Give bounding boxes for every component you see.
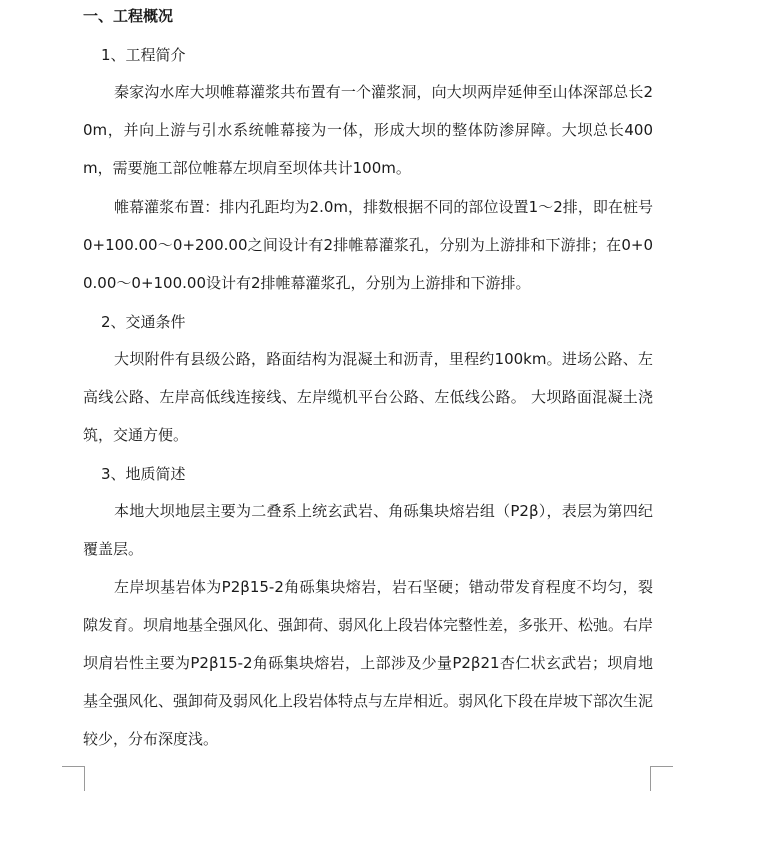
page-margin-corner-left <box>62 766 85 791</box>
paragraph-project-intro-1: 秦家沟水库大坝帷幕灌浆共布置有一个灌浆洞，向大坝两岸延伸至山体深部总长20m，并向上游与引水系统帷幕接为一体，形成大坝的整体防渗屏障。大坝总长400m，需要施工部位帷幕左坝肩至坝体共计100m。 <box>83 83 653 177</box>
paragraph-geology-2: 左岸坝基岩体为P2β15-2角砾集块熔岩，岩石坚硬；错动带发育程度不均匀，裂隙发育。坝肩地基全强风化、强卸荷、弱风化上段岩体完整性差，多张开、松弛。右岸坝肩岩性主要为P2β15-2角砾集块熔岩，上部涉及少量P2β21杏仁状玄武岩；坝肩地基全强风化、强卸荷及弱风化上段岩体特点与左岸相近。弱风化下段在岸坡下部次生泥较少，分布深度浅。 <box>83 578 654 748</box>
paragraph-geology-1: 本地大坝地层主要为二叠系上统玄武岩、角砾集块熔岩组（P2β），表层为第四纪覆盖层。 <box>83 502 653 558</box>
subheading-traffic: 2、交通条件 <box>101 313 186 331</box>
section-heading-overview: 一、工程概况 <box>83 7 174 25</box>
page-margin-corner-right <box>650 766 673 791</box>
paragraph-traffic: 大坝附件有县级公路，路面结构为混凝土和沥青，里程约100km。进场公路、左高线公路、左岸高低线连接线、左岸缆机平台公路、左低线公路。 大坝路面混凝土浇筑，交通方便。 <box>83 350 653 444</box>
paragraph-project-intro-2: 帷幕灌浆布置：排内孔距均为2.0m，排数根据不同的部位设置1～2排，即在桩号0+100.00～0+200.00之间设计有2排帷幕灌浆孔，分别为上游排和下游排；在0+00.00～0+100.00设计有2排帷幕灌浆孔，分别为上游排和下游排。 <box>83 198 653 292</box>
subheading-geology: 3、地质简述 <box>101 465 186 483</box>
subheading-project-intro: 1、工程简介 <box>101 46 186 64</box>
